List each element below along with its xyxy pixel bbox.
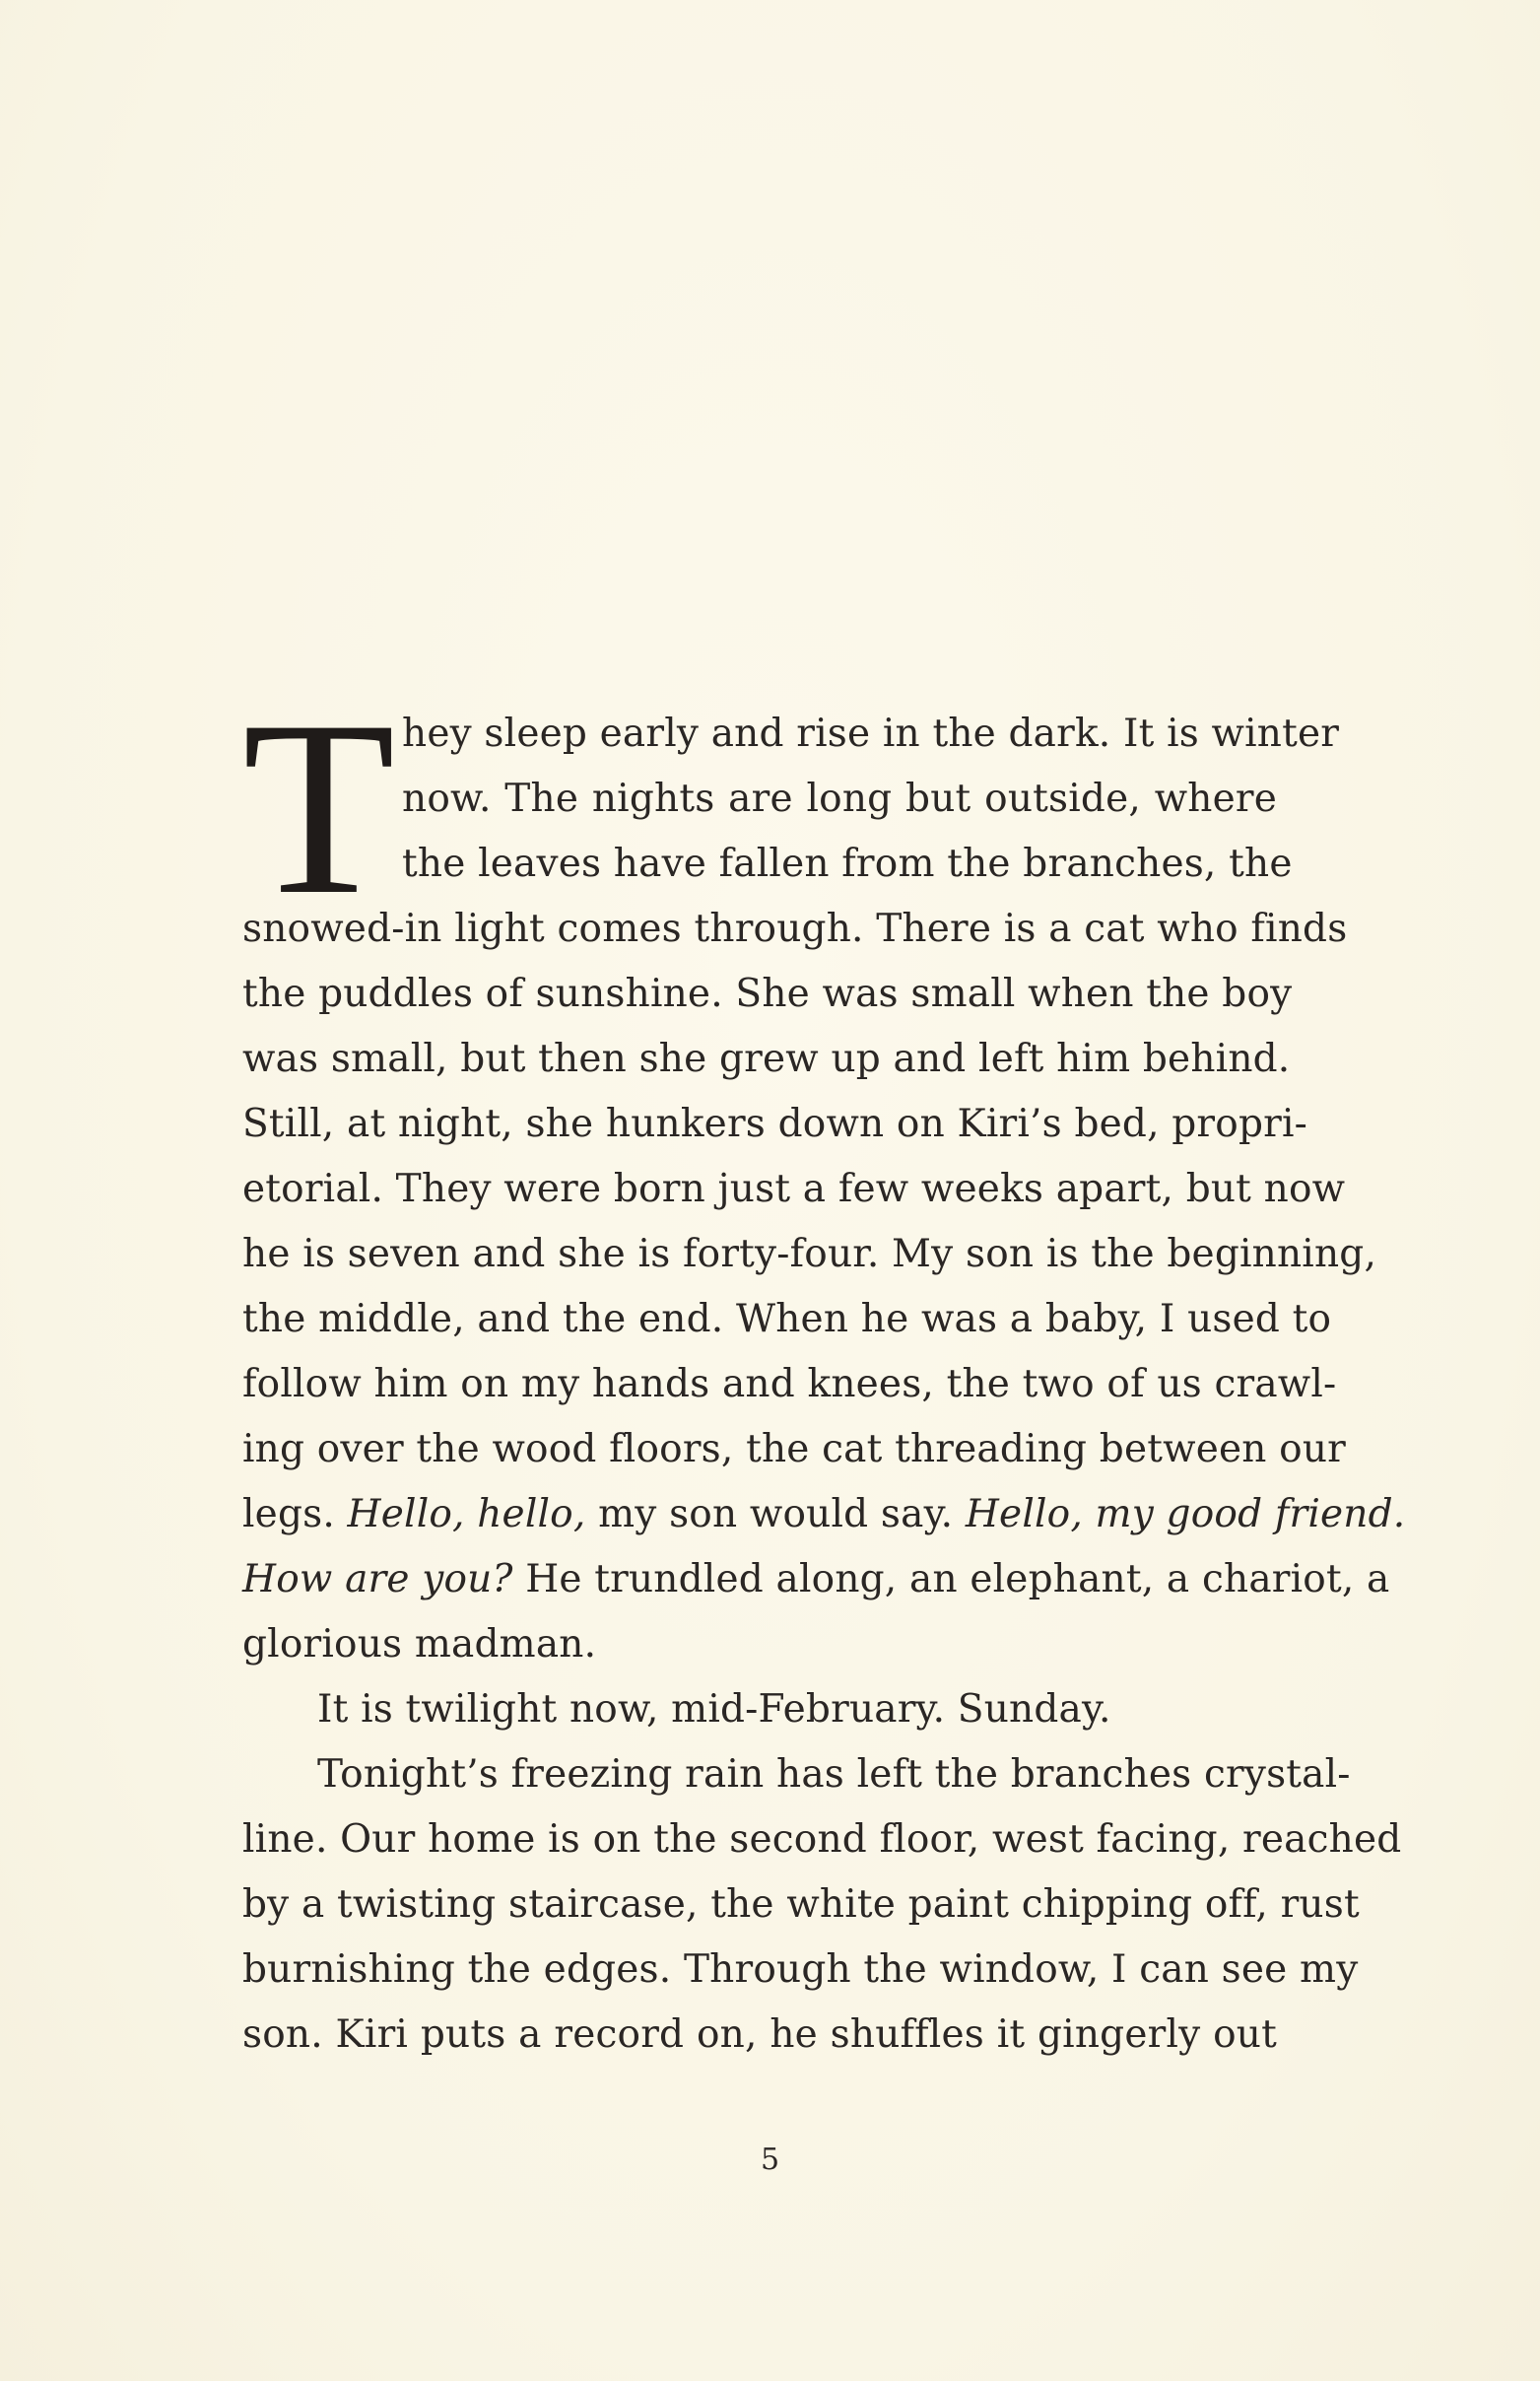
italic-greeting: Hello, hello,: [347, 1492, 586, 1536]
drop-cap-letter: T: [242, 669, 396, 946]
text-line-13-start: legs.: [242, 1492, 348, 1536]
text-line-16: It is twilight now, mid-February. Sunday.: [317, 1687, 1111, 1732]
text-line-17: Tonight’s freezing rain has left the branches crystal-: [317, 1752, 1351, 1797]
text-line-14-rest: He trundled along, an elephant, a chariot, a: [512, 1557, 1390, 1601]
text-line-13: [242, 1482, 1406, 1547]
text-line-6: was small, but then she grew up and left him behind.: [242, 1037, 1291, 1081]
text-line-8: etorial. They were born just a few weeks apart, but now: [242, 1167, 1346, 1211]
italic-question: How are you?: [242, 1557, 513, 1601]
text-line-5: the puddles of sunshine. She was small when the boy: [242, 972, 1293, 1016]
text-line-3: the leaves have fallen from the branches, the: [402, 842, 1293, 886]
text-line-19: by a twisting staircase, the white paint chipping off, rust: [242, 1882, 1360, 1927]
text-line-21: son. Kiri puts a record on, he shuffles it gingerly out: [242, 2012, 1277, 2057]
text-line-4: snowed-in light comes through. There is a cat who finds: [242, 907, 1348, 951]
text-line-14: [242, 1547, 1390, 1612]
page-number: 5: [760, 2143, 780, 2177]
text-line-12: ing over the wood floors, the cat threading between our: [242, 1427, 1347, 1471]
text-line-1: hey sleep early and rise in the dark. It is winter: [402, 712, 1340, 756]
text-line-20: burnishing the edges. Through the window, I can see my: [242, 1947, 1359, 1992]
text-line-13-middle: my son would say.: [585, 1492, 966, 1536]
text-line-7: Still, at night, she hunkers down on Kiri’s bed, propri-: [242, 1102, 1308, 1146]
text-line-10: the middle, and the end. When he was a baby, I used to: [242, 1297, 1332, 1341]
text-line-18: line. Our home is on the second floor, west facing, reached: [242, 1817, 1402, 1862]
text-line-2: now. The nights are long but outside, where: [402, 777, 1277, 821]
text-line-9: he is seven and she is forty-four. My son is the beginning,: [242, 1232, 1377, 1276]
text-line-15: glorious madman.: [242, 1622, 597, 1667]
text-line-11: follow him on my hands and knees, the two of us crawl-: [242, 1362, 1337, 1406]
italic-friend: Hello, my good friend.: [965, 1492, 1406, 1536]
